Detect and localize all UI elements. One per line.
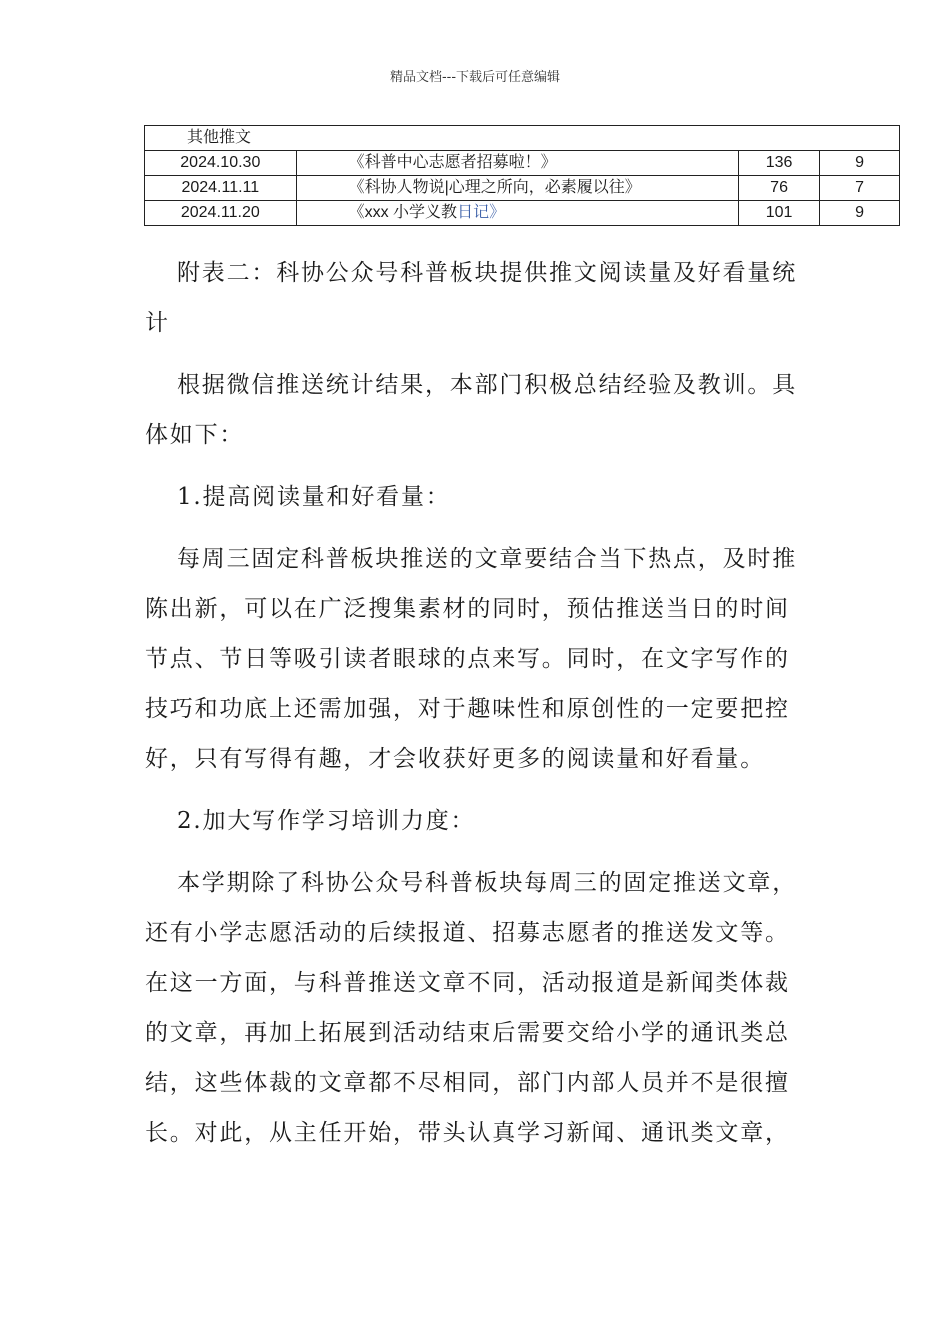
table-row [145,201,900,226]
table-section-row [145,126,900,151]
cell-likes: 9 [820,201,900,226]
table-row [145,151,900,176]
paragraph: 根据微信推送统计结果，本部门积极总结经验及教训。具体如下： [145,372,797,448]
table-row [145,176,900,201]
cell-date: 2024.10.30 [145,151,297,176]
page-header: 精品文档---下载后可任意编辑 [389,70,561,85]
section-heading: 2.加大写作学习培训力度： [177,808,476,834]
cell-reads: 136 [738,151,819,176]
document-body [145,248,805,1170]
cell-likes: 9 [820,151,900,176]
cell-title-prefix: 《xxx 小学义教 [348,204,458,221]
cell-date: 2024.11.20 [145,201,297,226]
cell-title-suffix: 日记》 [457,204,506,221]
cell-title: 《科协人物说|心理之所向，必素履以往》 [296,176,738,201]
paragraph: 本学期除了科协公众号科普板块每周三的固定推送文章，还有小学志愿活动的后续报道、招募志愿者的推送发文等。在这一方面，与科普推送文章不同，活动报道是新闻类体裁的文章，再加上拓展到活动结束后需要交给小学的通讯类总结，这些体裁的文章都不尽相同，部门内部人员并不是很擅长。对此，从主任开始，带头认真学习新闻、通讯类文章， [145,870,797,1146]
paragraph: 每周三固定科普板块推送的文章要结合当下热点，及时推陈出新，可以在广泛搜集素材的同时，预估推送当日的时间节点、节日等吸引读者眼球的点来写。同时，在文字写作的技巧和功底上还需加强，对于趣味性和原创性的一定要把控好，只有写得有趣，才会收获好更多的阅读量和好看量。 [145,546,797,772]
table-section-title: 其他推文 [145,126,900,151]
section-heading: 1.提高阅读量和好看量： [177,484,451,510]
appendix-caption: 附表二：科协公众号科普板块提供推文阅读量及好看量统计 [145,260,797,336]
article-stats-table [144,125,900,226]
cell-reads: 101 [738,201,819,226]
cell-date: 2024.11.11 [145,176,297,201]
cell-likes: 7 [820,176,900,201]
cell-title: 《科普中心志愿者招募啦！》 [296,151,738,176]
cell-reads: 76 [738,176,819,201]
cell-title [296,201,738,226]
